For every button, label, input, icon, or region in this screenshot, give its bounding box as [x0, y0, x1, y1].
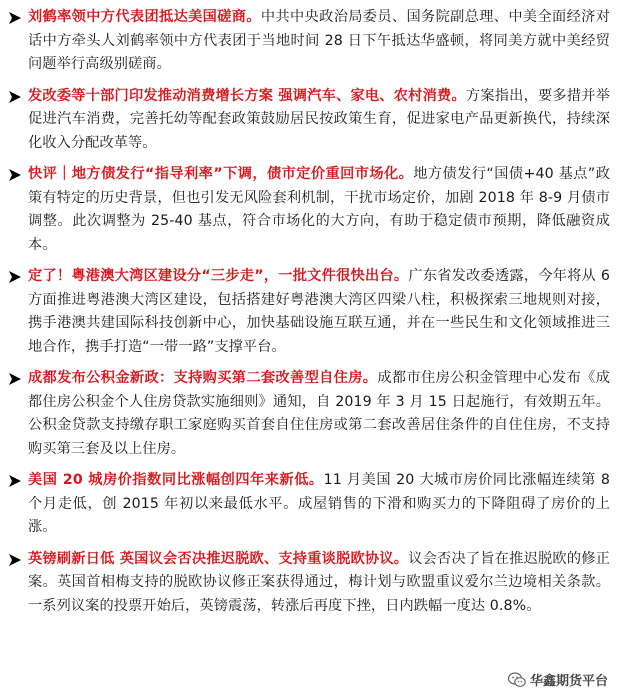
news-body: 11 月美国 20 大城市房价同比涨幅连续第 8 个月走低，创 2015 年初以来最低水平。成屋销售的下滑和购买力的下降阻碍了房价的上涨。: [28, 472, 611, 535]
news-item-6: [6, 469, 610, 540]
wechat-icon: [508, 672, 526, 688]
news-text: [28, 6, 610, 77]
news-item-2: [6, 85, 610, 156]
news-item-7: [6, 548, 610, 619]
news-text: [28, 367, 610, 461]
news-body: 中共中央政治局委员、国务院副总理、中美全面经济对话中方牵头人刘鹤率领中方代表团于当地时间 28 日下午抵达华盛顿，将同美方就中美经贸问题举行高级别磋商。: [28, 9, 610, 72]
news-item-4: [6, 265, 610, 359]
news-headline: 发改委等十部门印发推动消费增长方案 强调汽车、家电、农村消费。: [28, 87, 466, 104]
news-item-1: [6, 6, 610, 77]
news-headline: 英镑刷新日低 英国议会否决推迟脱欧、支持重谈脱欧协议。: [28, 550, 409, 567]
news-text: [28, 469, 610, 540]
news-headline: 快评｜地方债发行“指导利率”下调，债市定价重回市场化。: [28, 166, 414, 182]
arrow-bullet-icon: [6, 265, 28, 289]
arrow-bullet-icon: [6, 367, 28, 391]
news-body: 议会否决了旨在推迟脱欧的修正案。英国首相梅支持的脱欧协议修正案获得通过，梅计划与欧盟重议爱尔兰边境相关条款。一系列议案的投票开始后，英镑震荡，转涨后再度下挫，日内跌幅一度达 0.8%。: [28, 550, 610, 614]
watermark-label: 华鑫期货平台: [529, 674, 608, 689]
news-body: 方案指出，要多措并举促进汽车消费，完善托幼等配套政策鼓励居民按政策生育，促进家电产品更新换代，持续深化收入分配改革等。: [28, 87, 610, 151]
arrow-bullet-icon: [6, 6, 28, 30]
news-headline: 定了！粤港澳大湾区建设分“三步走”，一批文件很快出台。: [28, 268, 409, 284]
news-headline: 美国 20 城房价指数同比涨幅创四年来新低。: [28, 472, 324, 488]
news-text: [28, 85, 610, 156]
arrow-bullet-icon: [6, 163, 28, 187]
news-body: 地方债发行“国债+40 基点”政策有特定的历史背景，但也引发无风险套利机制，干扰市场定价，加剧 2018 年 8-9 月债市调整。此次调整为 25-40 基点，符合市场化的大方向，有助于稳定债市预期，降低融资成本。: [28, 166, 610, 253]
news-text: [28, 163, 610, 257]
arrow-bullet-icon: [6, 85, 28, 109]
arrow-bullet-icon: [6, 469, 28, 493]
news-text: [28, 265, 610, 359]
watermark: [508, 670, 608, 689]
news-item-3: [6, 163, 610, 257]
news-text: [28, 548, 610, 619]
news-body: 成都市住房公积金管理中心发布《成都住房公积金个人住房贷款实施细则》通知，自 2019 年 3 月 15 日起施行，有效期五年。公积金贷款支持缴存职工家庭购买首套自住住房或第二套改善居住条件的自住住房，不支持购买第三套及以上住房。: [28, 370, 610, 457]
news-headline: 刘鹤率领中方代表团抵达美国磋商。: [28, 9, 261, 25]
news-body: 广东省发改委透露，今年将从 6 方面推进粤港澳大湾区建设，包括搭建好粤港澳大湾区四梁八柱，积极探索三地规则对接，携手港澳共建国际科技创新中心，加快基础设施互联互通，并在一些民生和文化领域推进三地合作，携手打造“一带一路”支撑平台。: [28, 268, 610, 355]
news-headline: 成都发布公积金新政：支持购买第二套改善型自住房。: [28, 370, 378, 386]
arrow-bullet-icon: [6, 548, 28, 572]
news-item-5: [6, 367, 610, 461]
